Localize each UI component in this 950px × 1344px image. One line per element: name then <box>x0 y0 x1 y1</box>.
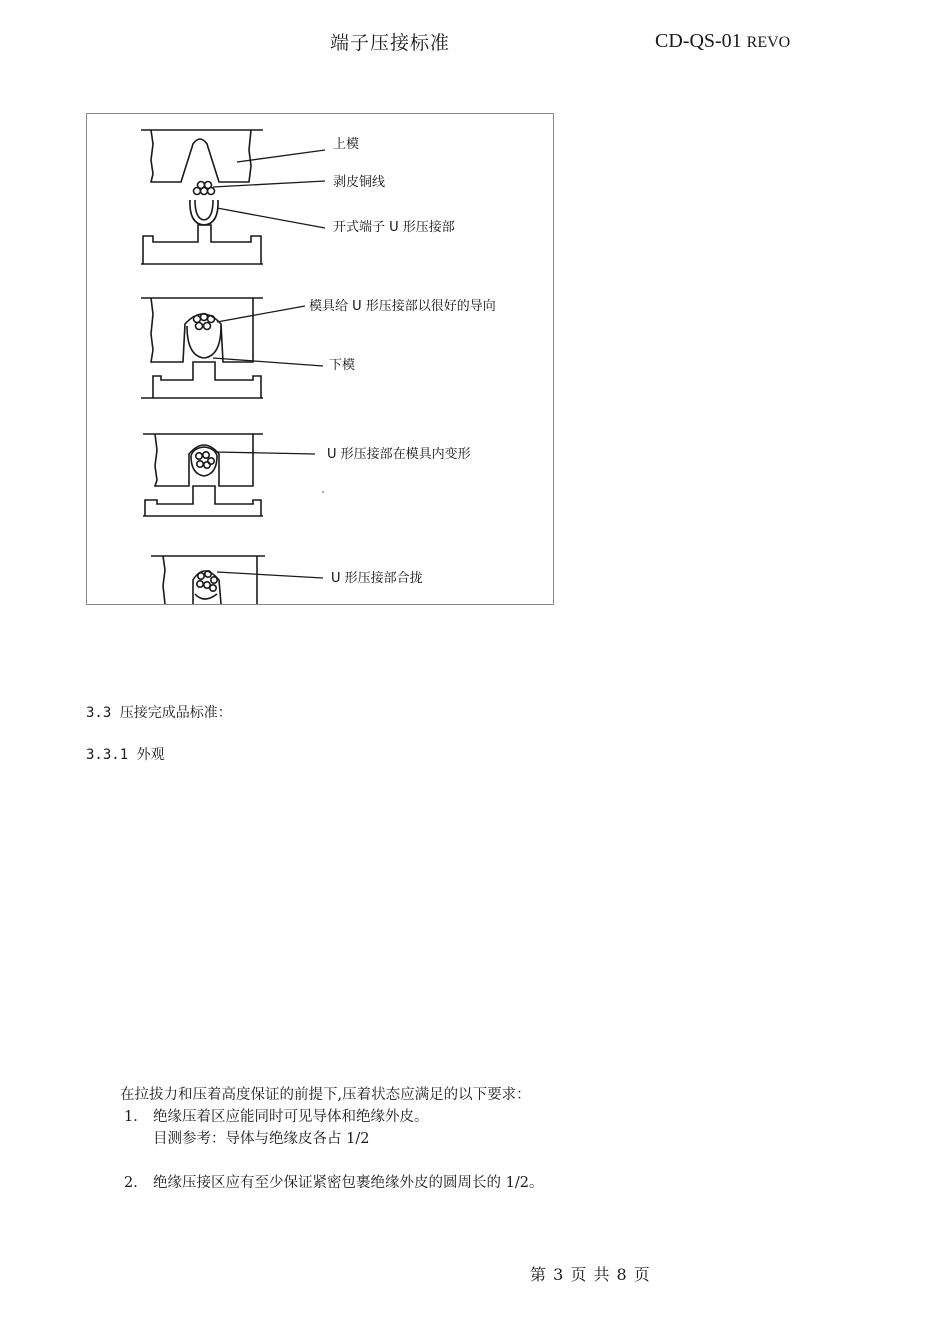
label-guide: 模具给 U 形压接部以很好的导向 <box>309 299 496 314</box>
stage1-upper-die <box>141 130 263 182</box>
label-closing: U 形压接部合拢 <box>331 571 423 586</box>
requirement-1-number: 1. <box>124 1109 138 1125</box>
stage1-lower-die <box>143 225 261 264</box>
document-code-number: CD-QS-01 <box>655 30 742 52</box>
document-revision: REVO <box>746 34 791 51</box>
label-stripped-wire: 剥皮铜线 <box>333 175 386 190</box>
stage1-u-terminal <box>190 200 218 225</box>
stage3-wire <box>196 452 214 468</box>
requirements-intro: 在拉拔力和压着高度保证的前提下,压着状态应满足的以下要求： <box>120 1087 531 1103</box>
label-deform: U 形压接部在模具内变形 <box>327 447 471 462</box>
crimping-diagram <box>87 114 553 604</box>
stage2-wire <box>194 314 215 330</box>
requirement-2-number: 2. <box>124 1175 138 1191</box>
stage4-wire <box>197 571 217 591</box>
requirement-1-note: 目测参考：导体与绝缘皮各占 1/2 <box>153 1131 370 1147</box>
section-heading-3-3: 3.3 压接完成品标准： <box>86 705 232 721</box>
stage1-wire <box>194 182 215 195</box>
requirement-2-text: 绝缘压接区应有至少保证紧密包裹绝缘外皮的圆周长的 1/2。 <box>153 1175 544 1191</box>
label-lower-die: 下模 <box>329 358 356 373</box>
label-upper-die: 上模 <box>333 137 360 152</box>
label-open-terminal: 开式端子 U 形压接部 <box>333 220 455 235</box>
section-heading-3-3-1: 3.3.1 外观 <box>86 747 165 763</box>
document-title: 端子压接标准 <box>330 32 451 54</box>
document-code <box>655 30 790 53</box>
page-number: 第 3 页 共 8 页 <box>530 1265 651 1284</box>
requirement-1-text: 绝缘压着区应能同时可见导体和绝缘外皮。 <box>153 1109 429 1125</box>
crimping-process-figure <box>86 113 554 605</box>
